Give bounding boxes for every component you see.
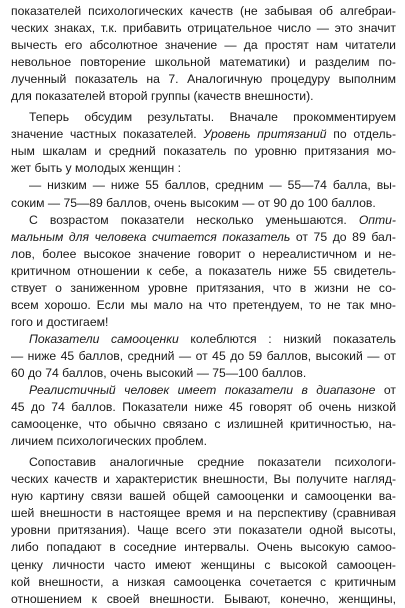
text-line: отношением к своей внешности. Бывают, конечно, женщины, bbox=[11, 591, 396, 606]
text-line: невольное повторение школьной математики) и разделим по- bbox=[11, 55, 396, 70]
text-line: вычесть его абсолютное значение — да простят нам читатели bbox=[11, 38, 396, 53]
italic-term: мальным для человека считается показатель bbox=[11, 229, 291, 244]
italic-term: Показатели самооценки bbox=[29, 331, 179, 346]
text-segment: колеблются : низкий показатель bbox=[178, 331, 396, 346]
text-line: Сопоставив аналогичные средние показатели психологи- bbox=[29, 455, 396, 470]
text-line: лов, более высокое значение говорит о нереалистичном и не- bbox=[11, 246, 396, 261]
text-line: показателей психологических качеств (не забывая об алгебраи- bbox=[11, 4, 396, 18]
text-line bbox=[11, 229, 396, 246]
text-line: кой внешности, а низкая самооценка сочетается с критичным bbox=[11, 574, 396, 589]
text-line: ную картину связи вашей общей самооценки и самооценки ва- bbox=[11, 489, 396, 504]
text-line: ческих качеств и характеристик внешности, Вы получите нагляд- bbox=[11, 472, 396, 487]
text-line: ным шкалам и средний показатель по уровню притязания мо- bbox=[11, 144, 396, 159]
italic-term: Опти- bbox=[358, 212, 396, 227]
paragraph-p4 bbox=[11, 212, 396, 331]
text-line: уровни притязания). Чаще всего эти показатели одной высоты, bbox=[11, 523, 396, 538]
text-line: ствует о заниженном уровне притязания, что в жизни не со- bbox=[11, 280, 396, 295]
paragraph-p7 bbox=[11, 454, 396, 607]
text-line: личием психологических проблем. bbox=[11, 434, 207, 449]
italic-term: Реалистичный человек имеет показатели в диапазоне bbox=[29, 383, 376, 398]
text-line: Теперь обсудим результаты. Вначале прокомментируем bbox=[29, 110, 396, 125]
text-line bbox=[11, 212, 396, 229]
text-segment: по отдель- bbox=[326, 127, 397, 142]
text-segment: от bbox=[375, 383, 397, 398]
paragraph-p2 bbox=[11, 109, 396, 177]
paragraph-p3 bbox=[11, 177, 396, 211]
text-line: 45 до 74 баллов. Показатели ниже 45 говорят об очень низкой bbox=[11, 400, 396, 415]
text-line: соким — 75—89 баллов, очень высоким — от 90 до 100 баллов. bbox=[11, 195, 376, 210]
text-line: — ниже 45 баллов, средний — от 45 до 59 баллов, высокий — от bbox=[11, 348, 396, 363]
text-segment: от 75 до 89 бал- bbox=[290, 229, 396, 244]
text-line: всем хорошо. Если мы мало на что претендуем, то не так мно- bbox=[11, 297, 396, 312]
text-line: ценку личности часто имеют женщины с высокой самооцен- bbox=[11, 557, 396, 572]
text-segment: значение частных показателей. bbox=[11, 127, 204, 142]
text-line: 60 до 74 баллов, очень высокий — 75—100 баллов. bbox=[11, 365, 307, 380]
text-line: жет быть у молодых женщин : bbox=[11, 161, 182, 176]
paragraph-p1 bbox=[11, 3, 396, 105]
text-line: либо попадают в соседние интервалы. Очень высокую самоо- bbox=[11, 540, 396, 555]
text-line: самооценке, что обычно связано с излишней критичностью, на- bbox=[11, 417, 396, 432]
text-line: — низким — ниже 55 баллов, средним — 55—74 балла, вы- bbox=[29, 178, 396, 193]
text-line: для показателей второй группы (качеств внешности). bbox=[11, 89, 314, 104]
paragraph-p5 bbox=[11, 331, 396, 382]
text-line: ческих знаках, т.к. прибавить отрицательное число — это значит bbox=[11, 21, 396, 36]
text-line bbox=[11, 126, 396, 143]
text-line: гого и достигаем! bbox=[11, 314, 109, 329]
text-line: шей внешности в настоящее время и на перспективу (сравнивая bbox=[11, 506, 396, 521]
text-line: критичном отношении к себе, а показатель ниже 55 свидетель- bbox=[11, 263, 396, 278]
text-line bbox=[11, 331, 396, 348]
text-line: лученный показатель на 7. Аналогичную процедуру выполним bbox=[11, 72, 396, 87]
italic-term: Уровень притязаний bbox=[203, 127, 327, 142]
text-line bbox=[11, 382, 396, 399]
paragraph-p6 bbox=[11, 382, 396, 450]
text-segment: С возрастом показатели несколько уменьшаются. bbox=[29, 212, 359, 227]
